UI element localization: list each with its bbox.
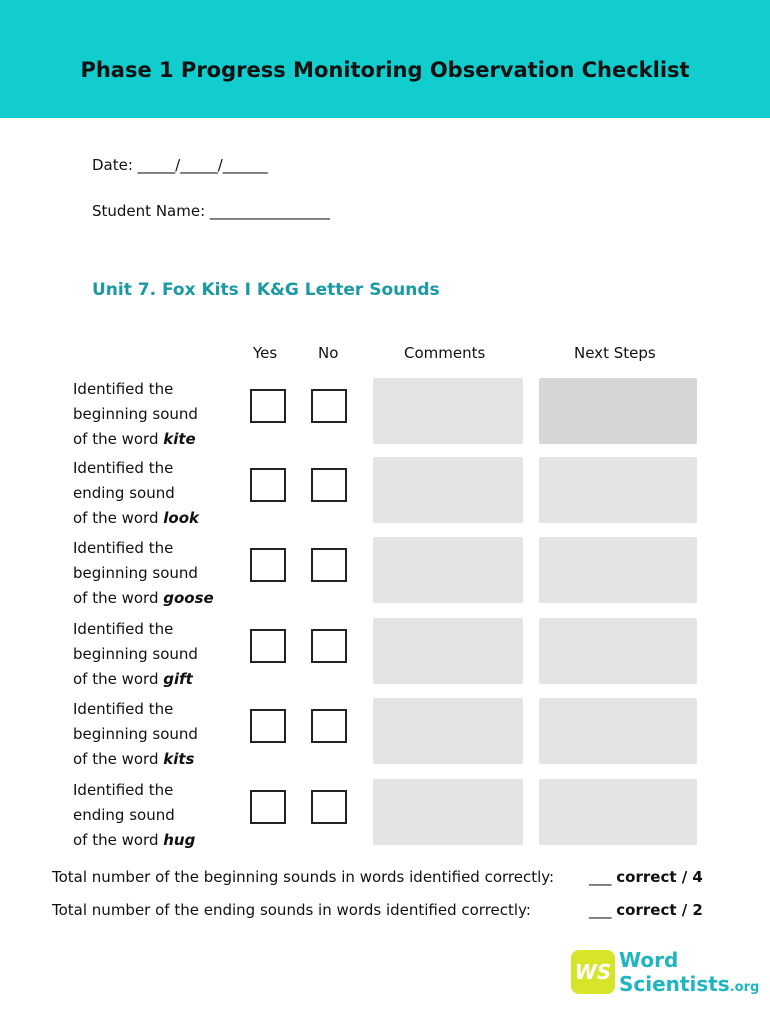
logo-scientists-text: Scientists <box>619 972 730 996</box>
total-beginning-score[interactable] <box>589 868 703 886</box>
row-label-line3: of the word <box>73 831 164 849</box>
yes-checkbox[interactable] <box>250 389 286 423</box>
no-checkbox[interactable] <box>311 468 347 502</box>
no-checkbox[interactable] <box>311 709 347 743</box>
total-ending-result: correct / 2 <box>616 901 703 919</box>
row-label-line1: Identified the <box>73 539 174 557</box>
row-label-line1: Identified the <box>73 620 174 638</box>
student-name-field[interactable]: Student Name: ________________ <box>92 202 330 220</box>
row-label <box>73 456 199 531</box>
column-header-yes: Yes <box>253 344 278 362</box>
next-steps-field[interactable] <box>539 378 697 444</box>
row-label-line2: beginning sound <box>73 725 198 743</box>
row-target-word: kite <box>163 430 196 448</box>
next-steps-field[interactable] <box>539 618 697 684</box>
logo-mark-icon <box>571 950 615 994</box>
row-label <box>73 697 198 772</box>
yes-checkbox[interactable] <box>250 548 286 582</box>
column-header-no: No <box>318 344 339 362</box>
next-steps-field[interactable] <box>539 779 697 845</box>
row-label-line1: Identified the <box>73 459 174 477</box>
checklist-row <box>0 697 770 777</box>
comments-field[interactable] <box>373 378 523 444</box>
yes-checkbox[interactable] <box>250 709 286 743</box>
comments-field[interactable] <box>373 457 523 523</box>
total-ending-sounds <box>52 901 703 919</box>
row-label-line1: Identified the <box>73 781 174 799</box>
row-label-line1: Identified the <box>73 380 174 398</box>
logo-mark-text: WS <box>574 960 612 984</box>
total-ending-score[interactable] <box>589 901 703 919</box>
logo-word: Word <box>619 948 679 972</box>
row-label <box>73 617 198 692</box>
comments-field[interactable] <box>373 618 523 684</box>
yes-checkbox[interactable] <box>250 629 286 663</box>
row-label-line3: of the word <box>73 589 164 607</box>
total-beginning-blank: ___ <box>589 868 612 886</box>
row-label-line3: of the word <box>73 750 164 768</box>
page-title: Phase 1 Progress Monitoring Observation Checklist <box>80 58 690 82</box>
row-label-line2: beginning sound <box>73 405 198 423</box>
row-label-line2: beginning sound <box>73 645 198 663</box>
row-label <box>73 377 198 452</box>
row-label-line3: of the word <box>73 430 164 448</box>
checklist-row <box>0 536 770 616</box>
comments-field[interactable] <box>373 779 523 845</box>
comments-field[interactable] <box>373 698 523 764</box>
word-scientists-logo <box>571 948 761 998</box>
row-target-word: look <box>163 509 199 527</box>
row-label-line2: ending sound <box>73 806 175 824</box>
checklist-row <box>0 617 770 697</box>
total-beginning-sounds <box>52 868 703 886</box>
checklist-row <box>0 456 770 536</box>
no-checkbox[interactable] <box>311 389 347 423</box>
checklist-row <box>0 377 770 457</box>
next-steps-field[interactable] <box>539 537 697 603</box>
column-header-comments: Comments <box>404 344 486 362</box>
total-beginning-result: correct / 4 <box>616 868 703 886</box>
page-header <box>0 0 770 118</box>
next-steps-field[interactable] <box>539 698 697 764</box>
row-label-line2: ending sound <box>73 484 175 502</box>
yes-checkbox[interactable] <box>250 468 286 502</box>
total-beginning-label: Total number of the beginning sounds in words identified correctly: <box>52 868 555 886</box>
row-label-line3: of the word <box>73 509 164 527</box>
logo-suffix: .org <box>729 980 760 995</box>
row-target-word: hug <box>163 831 196 849</box>
row-target-word: kits <box>163 750 195 768</box>
row-label <box>73 536 214 611</box>
no-checkbox[interactable] <box>311 790 347 824</box>
unit-title: Unit 7. Fox Kits I K&G Letter Sounds <box>92 280 440 300</box>
no-checkbox[interactable] <box>311 629 347 663</box>
yes-checkbox[interactable] <box>250 790 286 824</box>
logo-scientists <box>619 972 759 1000</box>
row-label-line3: of the word <box>73 670 164 688</box>
comments-field[interactable] <box>373 537 523 603</box>
total-ending-label: Total number of the ending sounds in words identified correctly: <box>52 901 531 919</box>
total-ending-blank: ___ <box>589 901 612 919</box>
column-header-next-steps: Next Steps <box>574 344 656 362</box>
row-label-line1: Identified the <box>73 700 174 718</box>
no-checkbox[interactable] <box>311 548 347 582</box>
row-label-line2: beginning sound <box>73 564 198 582</box>
row-target-word: goose <box>163 589 214 607</box>
row-label <box>73 778 195 853</box>
checklist-row <box>0 778 770 858</box>
date-field[interactable]: Date: _____/_____/______ <box>92 156 268 174</box>
next-steps-field[interactable] <box>539 457 697 523</box>
row-target-word: gift <box>163 670 193 688</box>
